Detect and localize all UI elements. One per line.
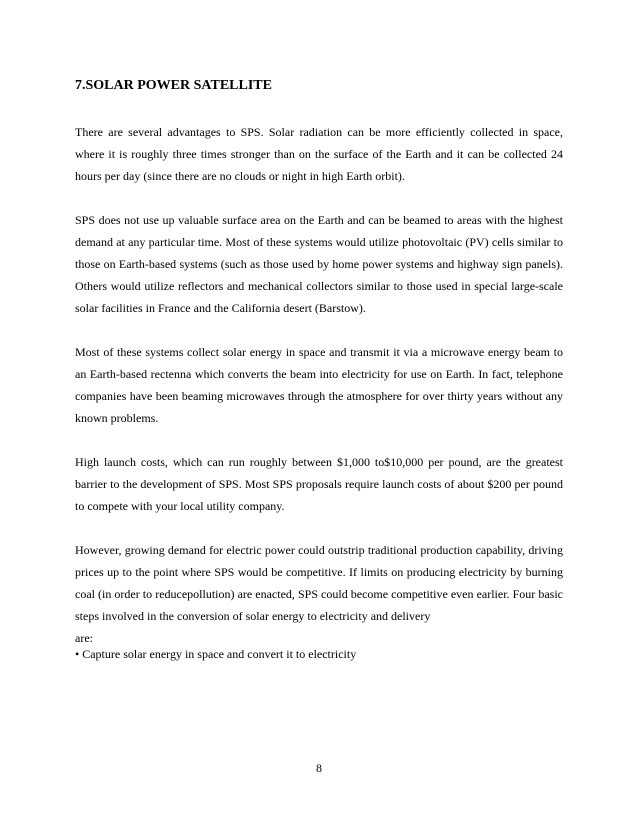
bullet-item: • Capture solar energy in space and convert it to electricity <box>75 647 357 661</box>
are-line: are: <box>75 631 93 645</box>
paragraph-launch-costs: High launch costs, which can run roughly between $1,000 to$10,000 per pound, are the greatest barrier to the development of SPS. Most SPS proposals require launch costs of about $200 per pound to compete with your local utility company. <box>75 455 563 513</box>
paragraph-surface-area: SPS does not use up valuable surface area on the Earth and can be beamed to areas with the highest demand at any particular time. Most of these systems would utilize photovoltaic (PV) cells similar to those on Earth-based systems (such as those used by home power systems and highway sign panels). Others would utilize reflectors and mechanical collectors similar to those used in special large-scale solar facilities in France and the California desert (Barstow). <box>75 213 563 315</box>
paragraph-advantages: There are several advantages to SPS. Solar radiation can be more efficiently collected in space, where it is roughly three times stronger than on the surface of the Earth and it can be collected 24 hours per day (since there are no clouds or night in high Earth orbit). <box>75 125 563 183</box>
section-heading: 7.SOLAR POWER SATELLITE <box>75 78 272 93</box>
page-number: 8 <box>316 761 322 775</box>
paragraph-microwave: Most of these systems collect solar energy in space and transmit it via a microwave energy beam to an Earth-based rectenna which converts the beam into electricity for use on Earth. In fact, telephone companies have been beaming microwaves through the atmosphere for over thirty years without any known problems. <box>75 345 563 425</box>
paragraph-demand: However, growing demand for electric power could outstrip traditional production capability, driving prices up to the point where SPS would be competitive. If limits on producing electricity by burning coal (in order to reducepollution) are enacted, SPS could become competitive even earlier. Four basic steps involved in the conversion of solar energy to electricity and delivery <box>75 543 563 623</box>
